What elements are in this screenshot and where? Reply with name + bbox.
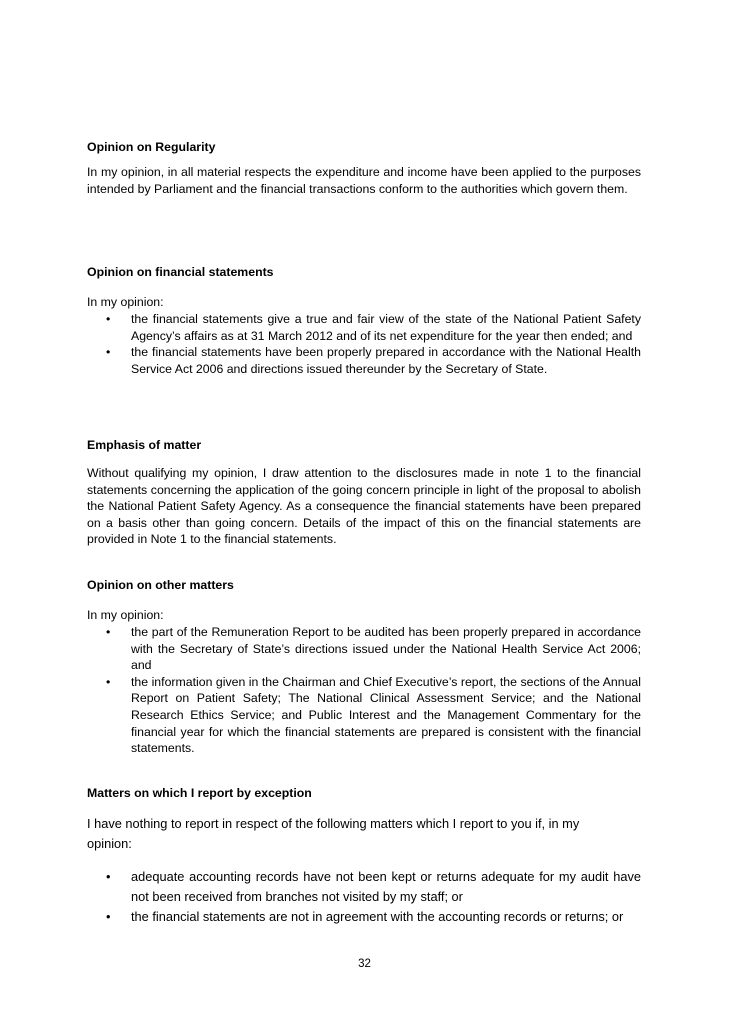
- paragraph-regularity: In my opinion, in all material respects the expenditure and income have been applied to the purposes intended by Parliament and the financial transactions conform to the authorities which govern them.: [87, 165, 641, 196]
- page-number: 32: [358, 958, 371, 970]
- list-item: • adequate accounting records have not been kept or returns adequate for my audit have not been received from branches not visited by my staff; or: [106, 869, 641, 904]
- list-item: • the information given in the Chairman and Chief Executive’s report, the sections of the Annual Report on Patient Safety; The National Clinical Assessment Service; and the National Research Ethics Service; and Public Interest and the Management Commentary for the financial year for which the financial statements are prepared is consistent with the financial statements.: [106, 674, 641, 756]
- paragraph-other-intro: In my opinion:: [87, 608, 164, 622]
- bullet-icon: •: [106, 312, 111, 326]
- list-other-matters: [87, 624, 641, 757]
- bullet-icon: •: [106, 625, 111, 639]
- bullet-icon: •: [106, 345, 111, 360]
- paragraph-financial-intro: In my opinion:: [87, 295, 164, 309]
- list-item: • the financial statements have been properly prepared in accordance with the National Health Service Act 2006 and directions issued thereunder by the Secretary of State.: [106, 345, 641, 376]
- bullet-icon: •: [106, 909, 111, 924]
- paragraph-emphasis: Without qualifying my opinion, I draw attention to the disclosures made in note 1 to the financial statements concerning the application of the going concern principle in light of the proposal to abolish the National Patient Safety Agency. As a consequence the financial statements have been prepared on a basis other than going concern. Details of the impact of this on the financial statements are provided in Note 1 to the financial statements.: [87, 466, 641, 547]
- list-financial-statements: [87, 311, 641, 377]
- heading-matters-by-exception: Matters on which I report by exception: [87, 786, 312, 800]
- heading-opinion-financial-statements: Opinion on financial statements: [87, 265, 274, 279]
- paragraph-exception-intro: I have nothing to report in respect of the following matters which I report to you if, in my opinion:: [87, 816, 580, 851]
- heading-emphasis-of-matter: Emphasis of matter: [87, 438, 202, 452]
- heading-opinion-regularity: Opinion on Regularity: [87, 140, 216, 154]
- bullet-icon: •: [106, 869, 111, 884]
- list-exception-matters: [87, 867, 641, 927]
- heading-opinion-other-matters: Opinion on other matters: [87, 578, 234, 592]
- list-item: • the part of the Remuneration Report to be audited has been properly prepared in accordance with the Secretary of State’s directions issued under the National Health Service Act 2006; and: [106, 625, 641, 673]
- list-item: • the financial statements give a true and fair view of the state of the National Patient Safety Agency’s affairs as at 31 March 2012 and of its net expenditure for the year then ended; and: [106, 312, 641, 343]
- list-item: • the financial statements are not in agreement with the accounting records or returns; or: [87, 907, 641, 927]
- bullet-icon: •: [106, 674, 111, 689]
